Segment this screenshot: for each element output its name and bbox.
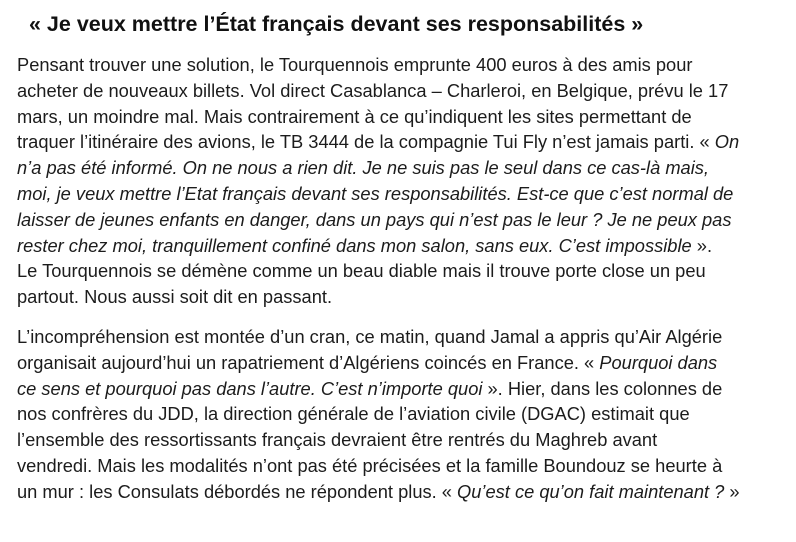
quote-text: n’a pas été informé. On ne nous a rien dit. Je ne suis pas le seul dans ce cas-là mais, <box>17 157 710 179</box>
paragraph-line <box>17 401 787 427</box>
text-run: un mur : les Consulats débordés ne répondent plus. « <box>17 480 458 502</box>
text-run: Pensant trouver une solution, le Tourquennois emprunte 400 euros à des amis pour <box>17 54 693 75</box>
text-run: traquer l’itinéraire des avions, le TB 3444 de la compagnie Tui Fly n’est jamais parti. « <box>17 131 715 153</box>
text-run: ». <box>691 234 713 256</box>
paragraph-line <box>17 284 787 310</box>
paragraph-line <box>17 258 787 284</box>
text-run: partout. Nous aussi soit dit en passant. <box>17 286 333 308</box>
article-headline: « Je veux mettre l’État français devant ses responsabilités » <box>29 12 644 36</box>
quote-text: Pourquoi dans <box>599 351 718 373</box>
paragraph-line <box>17 376 787 402</box>
text-run: » <box>724 480 740 502</box>
text-run: mars, un moindre mal. Mais contrairement à ce qu’indiquent les sites permettant de <box>17 105 692 127</box>
text-run: l’ensemble des ressortissants français devraient être rentrés du Maghreb avant <box>17 429 658 451</box>
text-run: acheter de nouveaux billets. Vol direct Casablanca – Charleroi, en Belgique, prévu le 17 <box>17 79 729 101</box>
text-run: L’incompréhension est montée d’un cran, ce matin, quand Jamal a appris qu’Air Algérie <box>17 325 723 347</box>
paragraph-line <box>17 155 787 181</box>
paragraph-line <box>17 453 787 479</box>
paragraph-line <box>17 78 787 104</box>
paragraph-line <box>17 479 787 505</box>
paragraph-2 <box>17 324 787 505</box>
quote-text: On <box>714 131 740 153</box>
paragraph-1 <box>17 52 787 310</box>
paragraph-line <box>17 129 787 155</box>
paragraph-line <box>17 52 787 78</box>
paragraph-line <box>17 207 787 233</box>
text-run: ». Hier, dans les colonnes de <box>482 377 723 399</box>
article-body <box>17 0 787 505</box>
quote-text: moi, je veux mettre l’Etat français devant ses responsabilités. Est-ce que c’est normal de <box>17 182 734 204</box>
paragraph-line <box>17 427 787 453</box>
paragraph-line <box>17 324 787 350</box>
quote-text: ce sens et pourquoi pas dans l’autre. C’est n’importe quoi <box>17 377 483 399</box>
paragraph-line <box>17 233 787 259</box>
text-run: Le Tourquennois se démène comme un beau diable mais il trouve porte close un peu <box>17 260 706 282</box>
paragraph-line <box>17 181 787 207</box>
text-run: nos confrères du JDD, la direction générale de l’aviation civile (DGAC) estimait que <box>17 403 690 425</box>
text-run: organisait aujourd’hui un rapatriement d’Algériens coincés en France. « <box>17 351 600 373</box>
quote-text: Qu’est ce qu’on fait maintenant ? <box>457 480 725 502</box>
paragraph-line <box>17 104 787 130</box>
quote-text: laisser de jeunes enfants en danger, dans un pays qui n’est pas le leur ? Je ne peux pas <box>17 208 732 230</box>
quote-text: rester chez moi, tranquillement confiné dans mon salon, sans eux. C’est impossible <box>17 234 692 256</box>
paragraph-line <box>17 350 787 376</box>
text-run: vendredi. Mais les modalités n’ont pas été précisées et la famille Boundouz se heurte à <box>17 454 723 476</box>
